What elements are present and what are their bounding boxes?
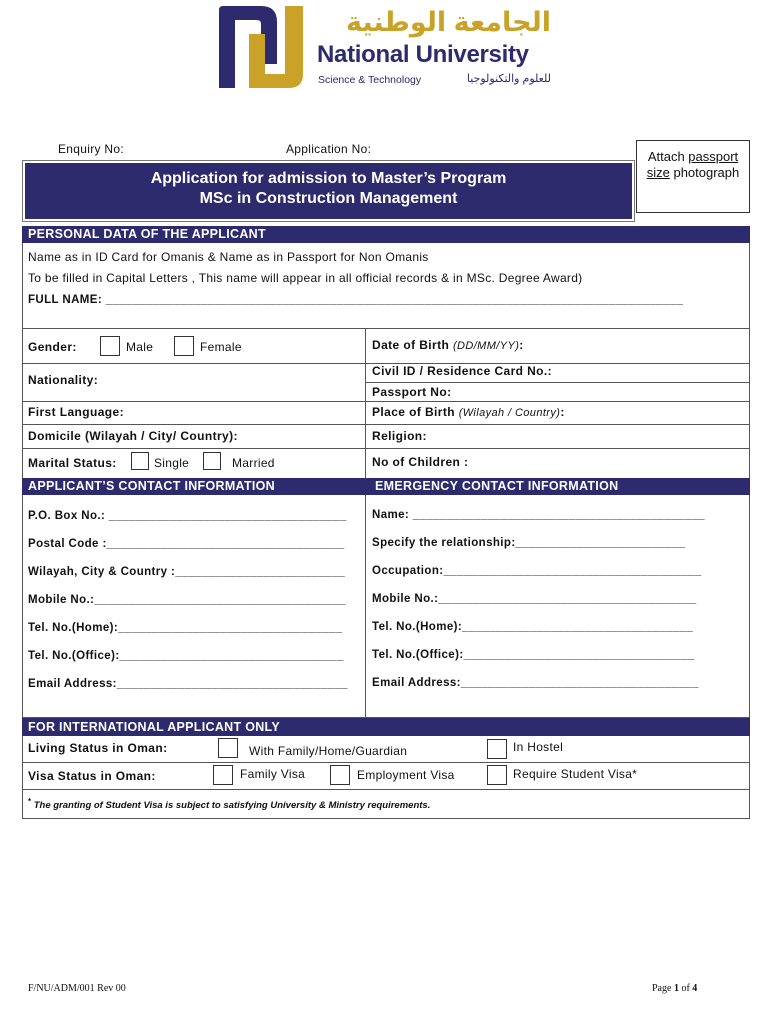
female-checkbox[interactable]	[174, 336, 194, 356]
international-header	[22, 718, 750, 736]
title-line-2: MSc in Construction Management	[199, 190, 458, 207]
emergency-relationship-field[interactable]: Specify the relationship:_________________________	[372, 537, 686, 549]
married-checkbox[interactable]	[203, 452, 221, 470]
civil-id-label: Civil ID / Residence Card No.:	[372, 364, 553, 378]
contact-header-text: APPLICANT’S CONTACT INFORMATION	[28, 479, 276, 493]
postal-code-field[interactable]: Postal Code :___________________________________	[28, 538, 345, 550]
single-checkbox[interactable]	[131, 452, 149, 470]
student-visa-label: Require Student Visa*	[513, 767, 638, 781]
with-family-checkbox[interactable]	[218, 738, 238, 758]
name-note-1: Name as in ID Card for Omanis & Name as in Passport for Non Omanis	[28, 250, 429, 264]
children-label: No of Children :	[372, 455, 469, 469]
visa-footnote: * The granting of Student Visa is subject to satisfying University & Ministry requirements.	[28, 797, 431, 812]
personal-header	[22, 226, 750, 243]
in-hostel-label: In Hostel	[513, 740, 564, 754]
single-label: Single	[154, 456, 190, 470]
emergency-email-field[interactable]: Email Address:___________________________________	[372, 677, 699, 689]
tel-office-field[interactable]: Tel. No.(Office):_________________________________	[28, 650, 344, 662]
emergency-tel-office-field[interactable]: Tel. No.(Office):__________________________________	[372, 649, 695, 661]
married-label: Married	[232, 456, 275, 470]
male-checkbox[interactable]	[100, 336, 120, 356]
po-box-field[interactable]: P.O. Box No.: ___________________________________	[28, 510, 347, 522]
family-visa-checkbox[interactable]	[213, 765, 233, 785]
international-header-text: FOR INTERNATIONAL APPLICANT ONLY	[28, 720, 280, 734]
living-status-label: Living Status in Oman:	[28, 741, 168, 755]
emergency-header-text: EMERGENCY CONTACT INFORMATION	[375, 479, 619, 493]
full-name-field[interactable]: FULL NAME: _____________________________________________________________________________________	[28, 294, 684, 306]
gender-label: Gender:	[28, 340, 77, 354]
family-visa-label: Family Visa	[240, 767, 306, 781]
first-language-label: First Language:	[28, 405, 125, 419]
marital-status-label: Marital Status:	[28, 456, 117, 470]
contact-header-bar	[22, 478, 750, 495]
nationality-label: Nationality:	[28, 373, 99, 387]
passport-no-label: Passport No:	[372, 385, 452, 399]
employment-visa-checkbox[interactable]	[330, 765, 350, 785]
female-label: Female	[200, 340, 242, 354]
with-family-label: With Family/Home/Guardian	[249, 744, 408, 758]
domicile-label: Domicile (Wilayah / City/ Country):	[28, 429, 238, 443]
logo-mark-icon	[215, 4, 307, 90]
emergency-mobile-field[interactable]: Mobile No.:______________________________________	[372, 593, 697, 605]
male-label: Male	[126, 340, 154, 354]
personal-header-text: PERSONAL DATA OF THE APPLICANT	[28, 227, 266, 241]
visa-status-label: Visa Status in Oman:	[28, 769, 156, 783]
emergency-name-field[interactable]: Name: ___________________________________________	[372, 509, 705, 521]
photo-instruction-2b: photograph	[669, 165, 740, 180]
in-hostel-checkbox[interactable]	[487, 739, 507, 759]
student-visa-checkbox[interactable]	[487, 765, 507, 785]
emergency-tel-home-field[interactable]: Tel. No.(Home):__________________________________	[372, 621, 694, 633]
wilayah-field[interactable]: Wilayah, City & Country :_________________________	[28, 566, 346, 578]
email-field[interactable]: Email Address:__________________________________	[28, 678, 348, 690]
employment-visa-label: Employment Visa	[357, 768, 455, 782]
form-code: F/NU/ADM/001 Rev 00	[28, 983, 126, 994]
logo-subtitle-en: Science & Technology	[318, 74, 422, 86]
photo-instruction-2a: size	[646, 165, 670, 180]
mobile-field[interactable]: Mobile No.:_____________________________________	[28, 594, 346, 606]
page-number: Page 1 of 4	[652, 983, 698, 994]
passport-photo-box[interactable]	[636, 140, 750, 213]
religion-label: Religion:	[372, 429, 427, 443]
title-band	[25, 163, 632, 219]
university-logo	[215, 4, 555, 94]
photo-instruction-1b: passport	[688, 149, 739, 164]
photo-instruction-1a: Attach	[647, 149, 689, 164]
title-line-1: Application for admission to Master’s Program	[150, 170, 507, 187]
place-of-birth-label: Place of Birth (Wilayah / Country):	[372, 405, 565, 419]
enquiry-no-label: Enquiry No:	[58, 142, 124, 156]
tel-home-field[interactable]: Tel. No.(Home):_________________________________	[28, 622, 343, 634]
dob-label: Date of Birth (DD/MM/YY):	[372, 338, 524, 352]
logo-english-name: National University	[317, 41, 529, 68]
name-note-2: To be filled in Capital Letters , This name will appear in all official records & in MSc. Degree Award)	[28, 271, 583, 285]
application-no-label: Application No:	[286, 142, 372, 156]
logo-subtitle-ar: للعلوم والتكنولوجيا	[466, 73, 551, 85]
logo-arabic-name: الجامعة الوطنية	[346, 7, 551, 37]
emergency-occupation-field[interactable]: Occupation:______________________________________	[372, 565, 702, 577]
